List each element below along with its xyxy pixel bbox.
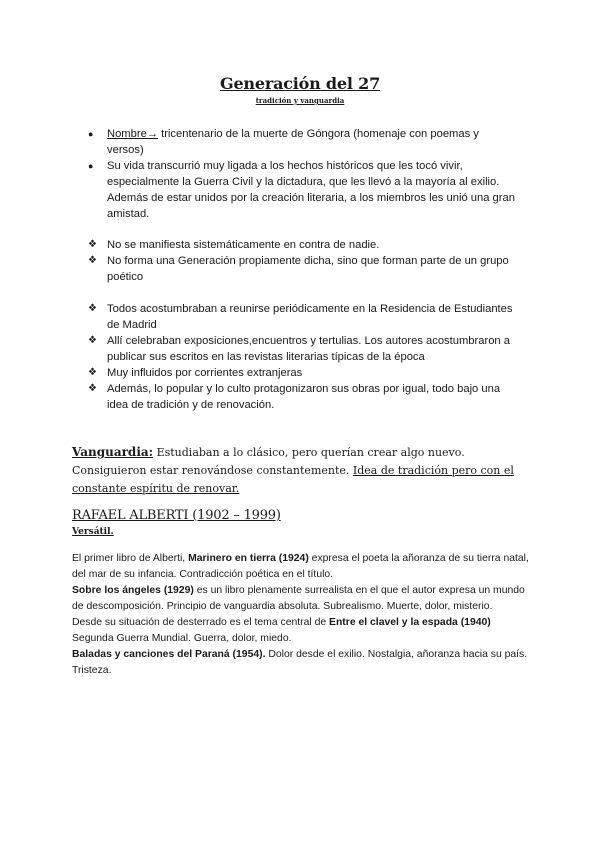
bullet-text: Muy influidos por corrientes extranjeras: [107, 367, 303, 379]
para-text: Desde su situación de desterrado es el tema central de: [72, 617, 330, 628]
bullet-text: No forma una Generación propiamente dicha, sino que forman parte de un grupo poético: [107, 255, 509, 283]
vanguardia-text: Estudiaban a lo clásico, pero querían crear algo nuevo. Consiguieron estar renovándose constantemente.: [72, 446, 465, 477]
bullet-dot-icon: ●: [88, 161, 94, 171]
bullet-text: Además, lo popular y lo culto protagonizaron sus obras por igual, todo bajo una idea de tradición y de renovación.: [107, 383, 501, 411]
intro-bullet-list: [88, 126, 518, 222]
alberti-body: [72, 551, 532, 679]
alberti-paragraph: [72, 551, 532, 583]
bullet-text: Allí celebraban exposiciones,encuentros y tertulias. Los autores acostumbraron a publicar sus escritos en las revistas literarias típicas de la época: [107, 335, 510, 363]
book-title: Marinero en tierra (1924): [188, 553, 309, 564]
diamond-bullet-icon: ❖: [88, 383, 97, 394]
vanguardia-heading: Vanguardia:: [72, 445, 154, 459]
vanguardia-underlined: Idea de tradición pero con el constante espíritu de renovar.: [72, 464, 514, 495]
para-text: expresa el poeta la añoranza de su tierra natal, del mar de su infancia. Contradicción poética en el título.: [72, 553, 529, 580]
list-item: [88, 333, 518, 365]
para-text: Segunda Guerra Mundial. Guerra, dolor, miedo.: [72, 633, 292, 644]
diamond-bullet-icon: ❖: [88, 335, 97, 346]
list-item: [88, 381, 518, 413]
alberti-heading: RAFAEL ALBERTI (1902 – 1999): [72, 508, 281, 523]
list-item: [88, 126, 518, 158]
para-text: Dolor desde el exilio. Nostalgia, añoranza hacia su país. Tristeza.: [72, 649, 528, 676]
bullet-text: Su vida transcurrió muy ligada a los hechos históricos que les tocó vivir, especialmente la Guerra Civil y la dictadura, que les llevó a la mayoría al exilio. Además de estar unidos por la creación literaria, a los miembros les unió una gran amistad.: [107, 160, 515, 220]
traits-list-a: [88, 237, 518, 285]
list-item: [88, 237, 518, 253]
bullet-text: Todos acostumbraban a reunirse periódicamente en la Residencia de Estudiantes de Madrid: [107, 303, 513, 331]
diamond-bullet-icon: ❖: [88, 303, 97, 314]
alberti-paragraph: [72, 647, 532, 679]
bullet-lead: Nombre→: [107, 128, 158, 140]
alberti-paragraph: [72, 583, 532, 615]
list-item: [88, 365, 518, 381]
diamond-bullet-icon: ❖: [88, 255, 97, 266]
vanguardia-paragraph: [72, 443, 528, 498]
book-title: Baladas y canciones del Paraná (1954).: [72, 649, 266, 660]
bullet-text: tricentenario de la muerte de Góngora (homenaje con poemas y versos): [107, 128, 479, 156]
list-item: [88, 158, 518, 222]
traits-list-b: [88, 301, 518, 413]
alberti-paragraph: [72, 615, 532, 647]
page-subtitle: tradición y vanguardia: [255, 96, 345, 105]
book-title: Sobre los ángeles (1929): [72, 585, 194, 596]
list-item: [88, 253, 518, 285]
bullet-text: No se manifiesta sistemáticamente en contra de nadie.: [107, 239, 380, 251]
diamond-bullet-icon: ❖: [88, 367, 97, 378]
book-title: Entre el clavel y la espada (1940): [329, 617, 491, 628]
list-item: [88, 301, 518, 333]
diamond-bullet-icon: ❖: [88, 239, 97, 250]
bullet-dot-icon: ●: [88, 129, 94, 139]
alberti-tag: Versátil.: [72, 527, 114, 537]
para-text: El primer libro de Alberti,: [72, 553, 189, 564]
para-text: es un libro plenamente surrealista en el que el autor expresa un mundo de descomposición. Principio de vanguardia absoluta. Subrealismo. Muerte, dolor, misterio.: [72, 585, 525, 612]
page-title: Generación del 27: [219, 74, 381, 93]
